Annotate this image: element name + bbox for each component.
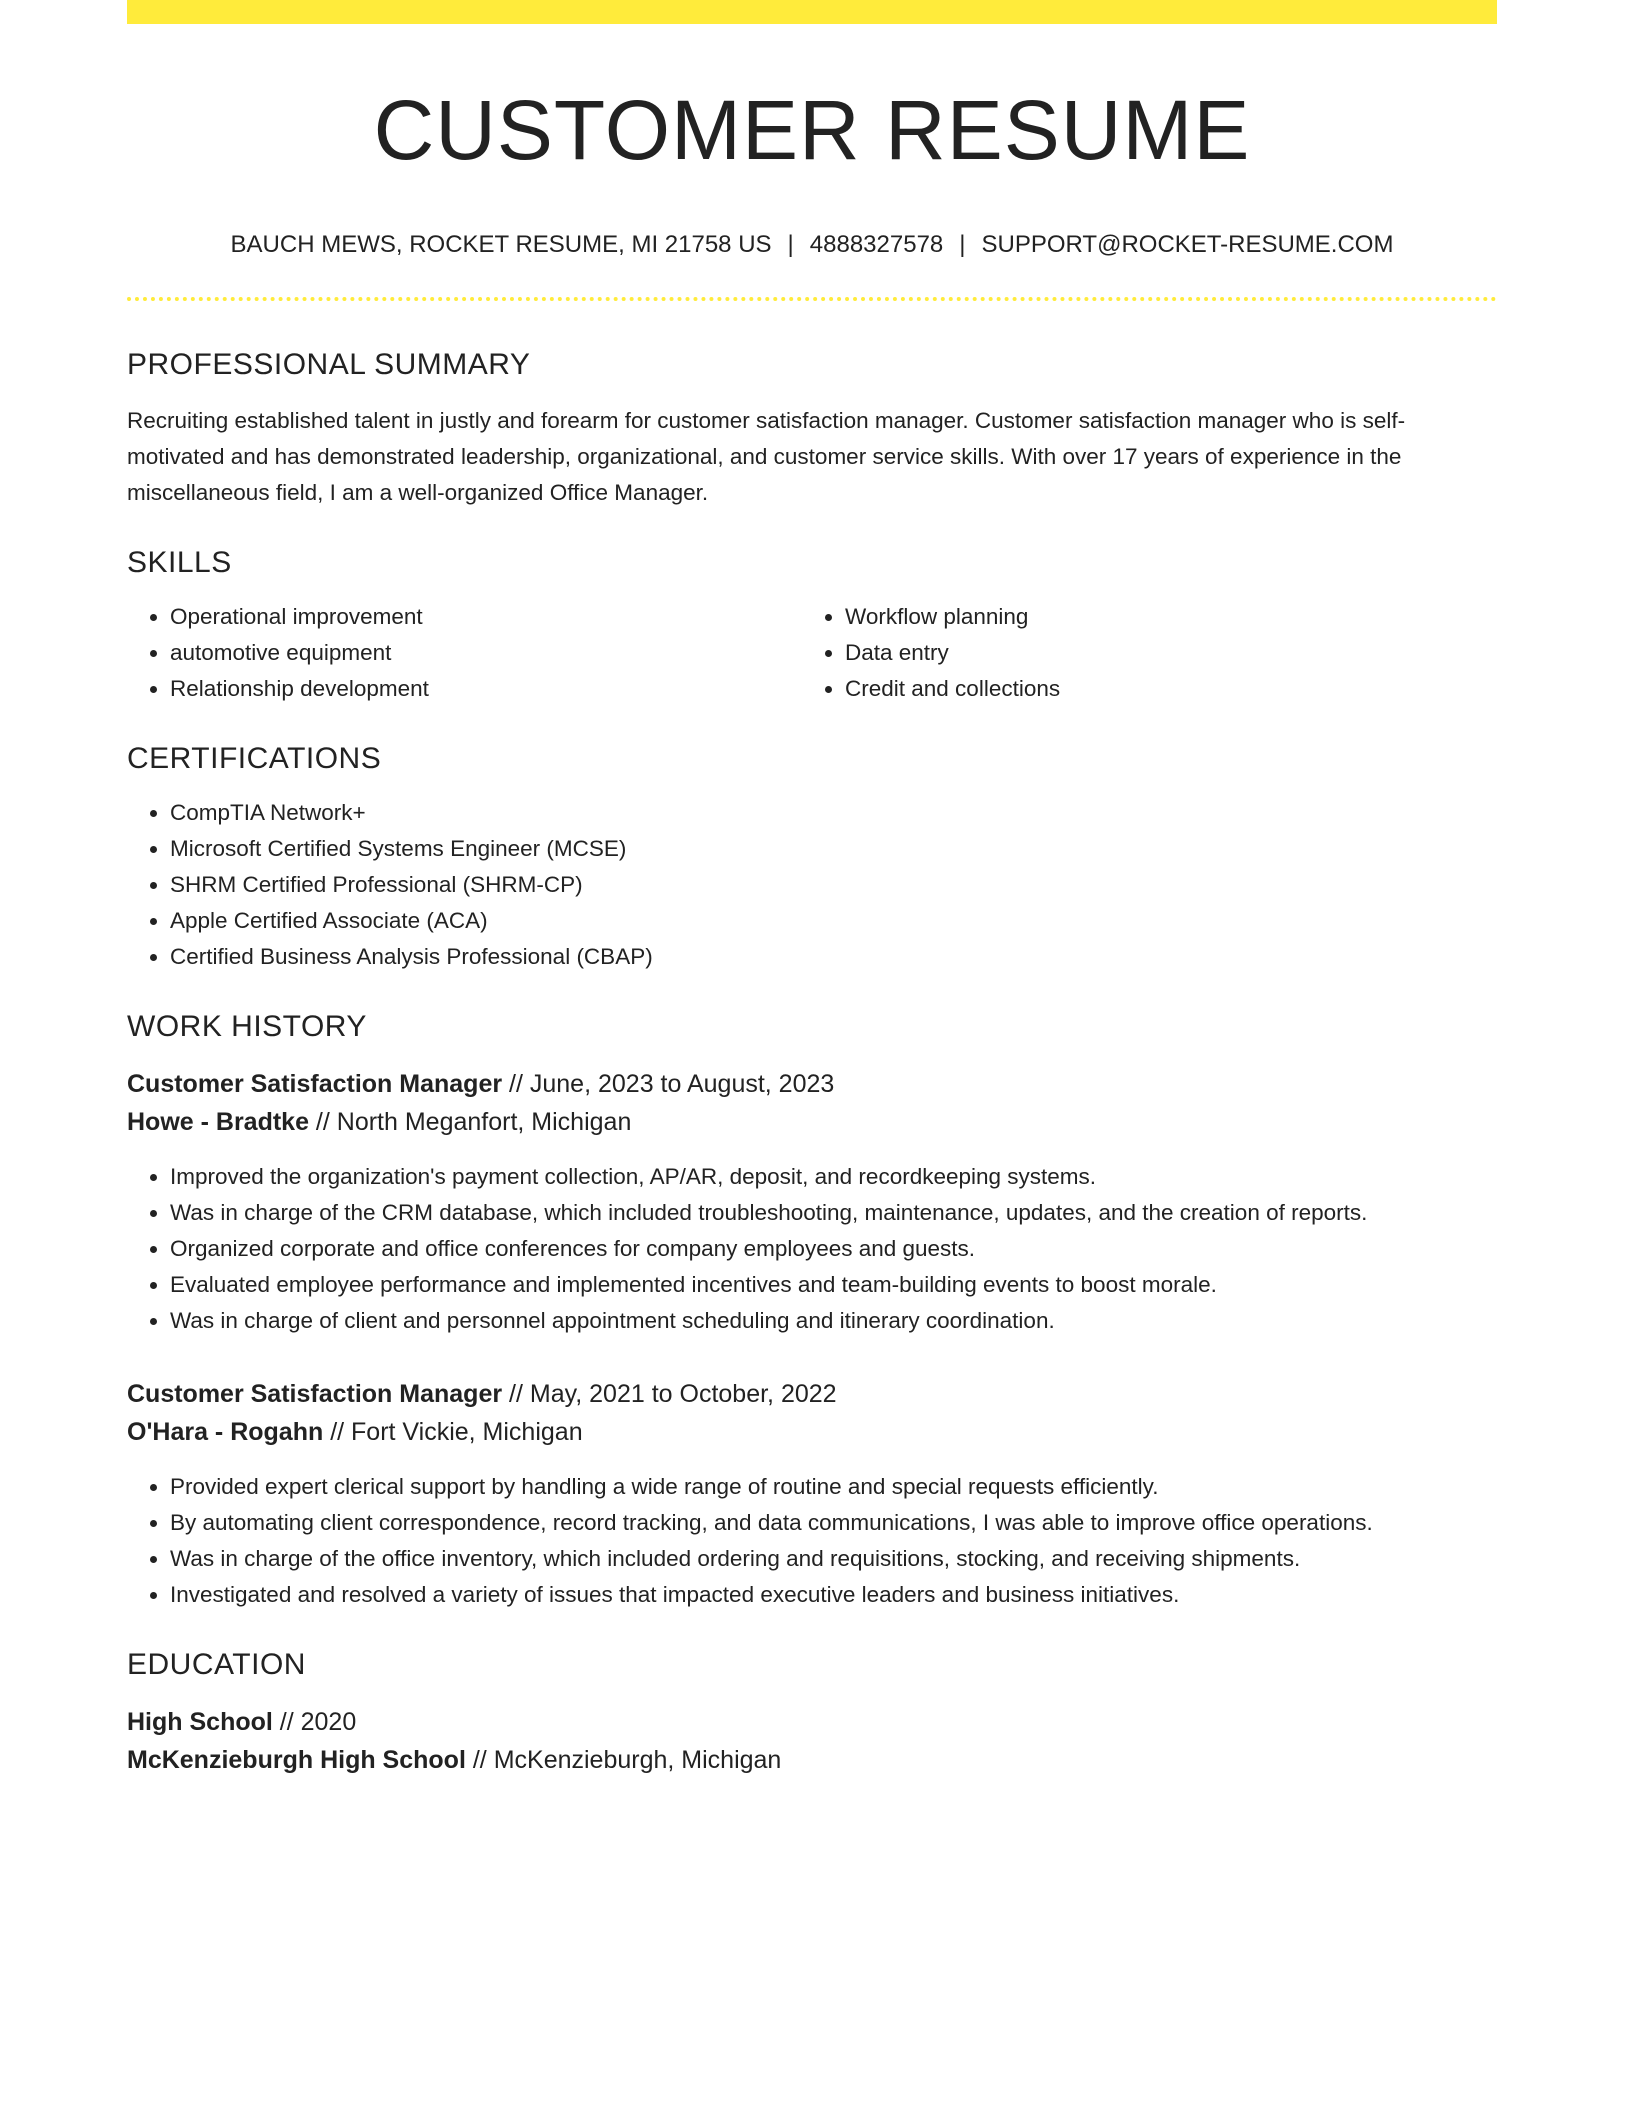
resume-title: CUSTOMER RESUME (373, 83, 1251, 177)
job-duty-item: • Improved the organization's payment collection, AP/AR, deposit, and recordkeeping systems. (170, 1159, 1497, 1195)
section-title-work-history: WORK HISTORY (127, 1010, 367, 1044)
skills-column-right (802, 599, 1477, 707)
skill-item: • Credit and collections (845, 671, 1477, 707)
certification-item: • SHRM Certified Professional (SHRM-CP) (170, 867, 1497, 903)
job-location: // North Meganfort, Michigan (308, 1108, 632, 1137)
certification-item: • Apple Certified Associate (ACA) (170, 903, 1497, 939)
skill-item: • Relationship development (170, 671, 802, 707)
accent-bar (127, 0, 1497, 24)
job-duty-item: • Was in charge of the CRM database, which included troubleshooting, maintenance, updates, and the creation of reports. (170, 1195, 1497, 1231)
certification-item: • Microsoft Certified Systems Engineer (MCSE) (170, 831, 1497, 867)
contact-separator: | (959, 230, 966, 258)
job-role: Customer Satisfaction Manager (127, 1070, 503, 1099)
section-title-summary: PROFESSIONAL SUMMARY (127, 348, 531, 382)
job-role: Customer Satisfaction Manager (127, 1380, 503, 1409)
certification-item: • CompTIA Network+ (170, 795, 1497, 831)
job-duty-item: • Organized corporate and office conferences for company employees and guests. (170, 1231, 1497, 1267)
education-school: McKenzieburgh High School (127, 1746, 466, 1775)
skill-item: • Workflow planning (845, 599, 1477, 635)
job-dates: // May, 2021 to October, 2022 (502, 1380, 837, 1409)
section-title-certifications: CERTIFICATIONS (127, 742, 382, 776)
skill-item: • automotive equipment (170, 635, 802, 671)
contact-phone: 4888327578 (809, 230, 944, 258)
certifications-list (127, 795, 1497, 975)
job-duty-item: • Evaluated employee performance and implemented incentives and team-building events to boost morale. (170, 1267, 1497, 1303)
education-year: // 2020 (272, 1708, 357, 1737)
job-entry (127, 1065, 1497, 1339)
job-duty-item: • Was in charge of the office inventory, which included ordering and requisitions, stocking, and receiving shipments. (170, 1541, 1497, 1577)
education-degree: High School (127, 1708, 273, 1737)
resume-page (127, 0, 1497, 1779)
education-school-line (127, 1741, 1497, 1779)
section-title-education: EDUCATION (127, 1648, 306, 1682)
job-title-line (127, 1065, 1497, 1103)
education-degree-line (127, 1703, 1497, 1741)
job-duties-list (127, 1469, 1497, 1613)
job-duties-list (127, 1159, 1497, 1339)
skills-list (127, 599, 1497, 707)
job-company: O'Hara - Rogahn (127, 1418, 324, 1447)
job-duty-item: • Investigated and resolved a variety of issues that impacted executive leaders and business initiatives. (170, 1577, 1497, 1613)
education-location: // McKenzieburgh, Michigan (465, 1746, 782, 1775)
dotted-divider (127, 297, 1497, 301)
section-title-skills: SKILLS (127, 546, 232, 580)
summary-text: Recruiting established talent in justly and forearm for customer satisfaction manager. Customer satisfaction manager who is self-motivated and has demonstrated leadership, organizational, and customer service skills. With over 17 years of experience in the miscellaneous field, I am a well-organized Office Manager. (127, 408, 1406, 506)
contact-line (127, 231, 1497, 260)
job-duty-item: • By automating client correspondence, record tracking, and data communications, I was able to improve office operations. (170, 1505, 1497, 1541)
job-title-line (127, 1375, 1497, 1413)
certification-item: • Certified Business Analysis Professional (CBAP) (170, 939, 1497, 975)
job-company: Howe - Bradtke (127, 1108, 309, 1137)
skill-item: • Operational improvement (170, 599, 802, 635)
skills-column-left (127, 599, 802, 707)
job-company-line (127, 1413, 1497, 1451)
job-entry (127, 1375, 1497, 1613)
skill-item: • Data entry (845, 635, 1477, 671)
job-company-line (127, 1103, 1497, 1141)
job-dates: // June, 2023 to August, 2023 (502, 1070, 835, 1099)
job-duty-item: • Provided expert clerical support by handling a wide range of routine and special requests efficiently. (170, 1469, 1497, 1505)
job-duty-item: • Was in charge of client and personnel appointment scheduling and itinerary coordination. (170, 1303, 1497, 1339)
contact-address: BAUCH MEWS, ROCKET RESUME, MI 21758 US (230, 230, 772, 258)
contact-separator: | (787, 230, 794, 258)
contact-email: SUPPORT@ROCKET-RESUME.COM (981, 230, 1394, 258)
job-location: // Fort Vickie, Michigan (323, 1418, 583, 1447)
education-entry (127, 1703, 1497, 1779)
